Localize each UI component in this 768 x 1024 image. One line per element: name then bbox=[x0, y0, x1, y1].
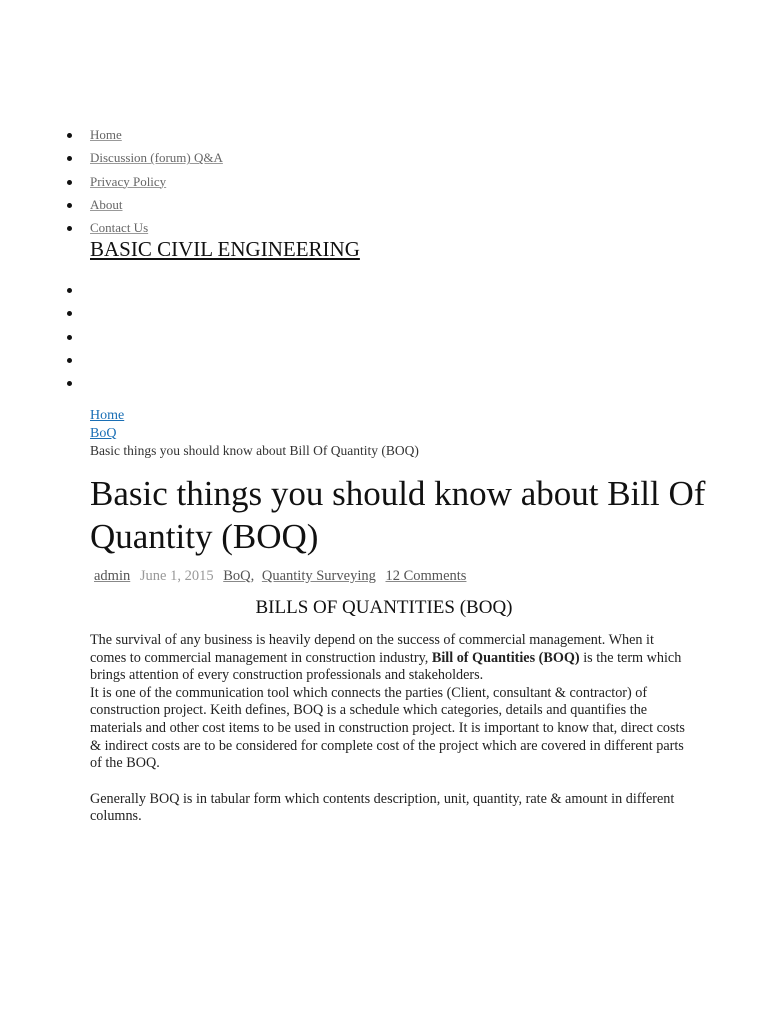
paragraph-1-text-end: is the term which brings attention of every construction professionals and stakeholders. bbox=[90, 649, 682, 684]
nav-item-about bbox=[66, 196, 223, 219]
category-separator: , bbox=[250, 568, 255, 584]
breadcrumb bbox=[90, 407, 419, 460]
article-meta bbox=[94, 567, 466, 585]
article-body bbox=[90, 632, 686, 826]
post-date: June 1, 2015 bbox=[139, 568, 214, 584]
site-title-link[interactable]: BASIC CIVIL ENGINEERING bbox=[90, 237, 360, 261]
nav-link-privacy-policy[interactable]: Privacy Policy bbox=[90, 173, 167, 189]
nav-link-home[interactable]: Home bbox=[90, 127, 122, 142]
article-title: Basic things you should know about Bill Of Quantity (BOQ) bbox=[90, 474, 706, 556]
social-link-2[interactable] bbox=[66, 304, 76, 327]
category-link-quantity-surveying[interactable]: Quantity Surveying bbox=[261, 568, 376, 584]
social-links-list bbox=[66, 281, 76, 397]
section-heading: BILLS OF QUANTITIES (BOQ) bbox=[255, 597, 513, 618]
breadcrumb-category-link[interactable]: BoQ bbox=[90, 425, 117, 441]
paragraph-3: Generally BOQ is in tabular form which contents description, unit, quantity, rate & amount in different columns. bbox=[90, 790, 675, 825]
author-link[interactable]: admin bbox=[94, 568, 131, 584]
nav-item-privacy-policy bbox=[66, 173, 223, 196]
social-link-3[interactable] bbox=[66, 328, 76, 351]
nav-item-discussion bbox=[66, 149, 223, 172]
paragraph-1 bbox=[90, 632, 686, 685]
breadcrumb-home-link[interactable]: Home bbox=[90, 408, 125, 423]
paragraph-1-text-start: The survival of any business is heavily depend on the success of commercial management. When it comes to commercial management in construction industry, bbox=[90, 632, 654, 666]
main-nav bbox=[66, 126, 223, 242]
social-link-4[interactable] bbox=[66, 351, 76, 374]
social-link-5[interactable] bbox=[66, 374, 76, 397]
paragraph-2: It is one of the communication tool which connects the parties (Client, consultant & contractor) of construction project. Keith defines, BOQ is a schedule which categories, details and quantifies the materials and other cost items to be used in construction project. It is important to know that, direct costs & indirect costs are to be considered for complete cost of the project which are covered in different parts of the BOQ. bbox=[90, 684, 685, 772]
category-link-boq[interactable]: BoQ bbox=[223, 568, 251, 584]
social-link-1[interactable] bbox=[66, 281, 76, 304]
paragraph-1-bold-term: Bill of Quantities (BOQ) bbox=[431, 649, 580, 666]
breadcrumb-current: Basic things you should know about Bill Of Quantity (BOQ) bbox=[90, 443, 419, 458]
nav-link-discussion[interactable]: Discussion (forum) Q&A bbox=[90, 150, 223, 166]
comments-link[interactable]: 12 Comments bbox=[385, 568, 467, 584]
nav-item-home bbox=[66, 126, 223, 149]
nav-link-about[interactable]: About bbox=[90, 196, 123, 212]
nav-link-contact-us[interactable]: Contact Us bbox=[90, 220, 149, 236]
